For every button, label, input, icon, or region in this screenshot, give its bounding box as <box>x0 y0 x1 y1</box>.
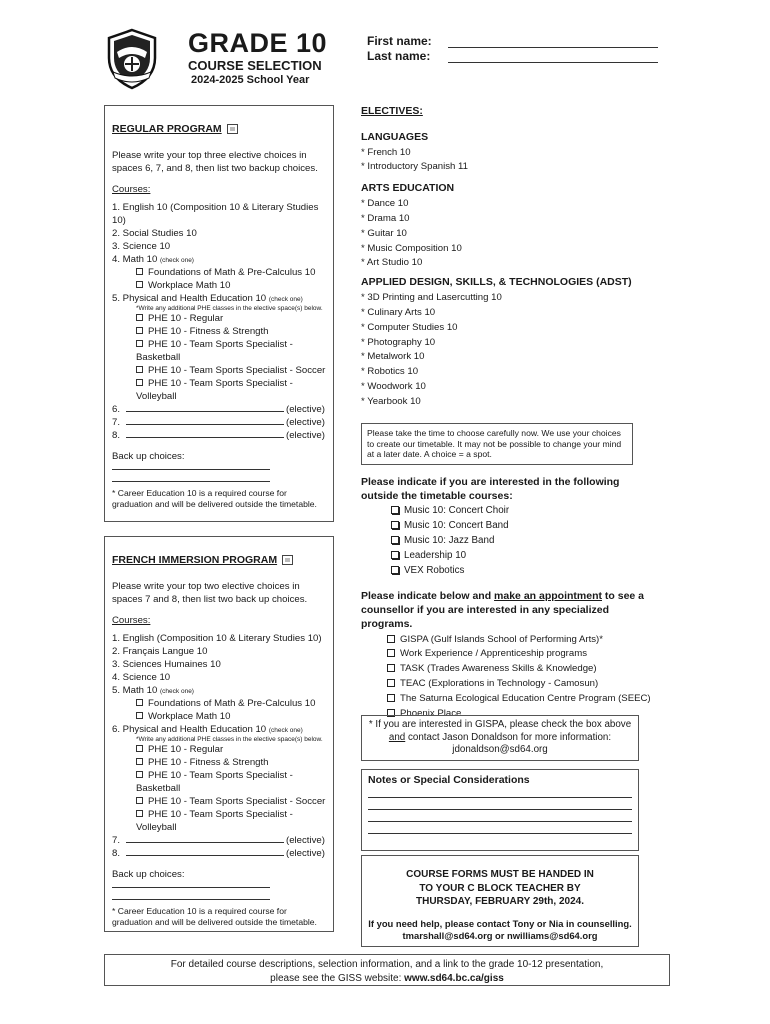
last-name-row <box>367 49 658 63</box>
checkbox-icon[interactable] <box>136 699 143 706</box>
outside-item[interactable]: Music 10: Jazz Band <box>391 534 626 549</box>
french-phe-option-3[interactable]: PHE 10 - Team Sports Specialist - Basketball <box>136 770 293 795</box>
specialized-item[interactable]: Work Experience / Apprenticeship programs <box>387 647 656 662</box>
french-course-1: 1. English (Composition 10 & Literary Studies 10) <box>112 632 322 644</box>
outside-item[interactable]: VEX Robotics <box>391 564 626 579</box>
electives-section <box>361 104 661 410</box>
regular-phe-option-4[interactable]: PHE 10 - Team Sports Specialist - Soccer <box>112 365 326 378</box>
languages-list <box>361 146 661 176</box>
adst-item: * Metalwork 10 <box>361 351 425 363</box>
arts-item: * Art Studio 10 <box>361 257 423 269</box>
checkbox-icon[interactable] <box>136 268 143 275</box>
outside-list <box>361 504 626 578</box>
specialized-item[interactable]: TASK (Trades Awareness Skills & Knowledge) <box>387 662 656 677</box>
regular-math-option-2[interactable]: Workplace Math 10 <box>112 280 326 293</box>
adst-item: * Woodwork 10 <box>361 381 426 393</box>
notes-line[interactable] <box>368 810 632 822</box>
french-backup-label: Back up choices: <box>112 868 185 880</box>
arts-item: * Music Composition 10 <box>361 242 462 254</box>
french-program-title: FRENCH IMMERSION PROGRAM <box>112 553 326 567</box>
checkbox-icon[interactable] <box>387 694 395 702</box>
gisspa-note: * If you are interested in GISPA, please check the box above and contact Jason Donaldson for more information: jdonaldson@sd64.org <box>361 715 639 761</box>
checkbox-icon[interactable] <box>136 797 143 804</box>
outside-item[interactable]: Music 10: Concert Band <box>391 519 626 534</box>
page-subtitle: COURSE SELECTION <box>188 58 322 73</box>
regular-elective-6[interactable]: 6. (elective) <box>112 403 325 415</box>
outside-item[interactable]: Leadership 10 <box>391 549 626 564</box>
regular-backup-label: Back up choices: <box>112 450 185 462</box>
checkbox-icon[interactable] <box>387 635 395 643</box>
outside-timetable-section <box>361 475 626 579</box>
regular-backup-line-1[interactable] <box>112 464 270 470</box>
french-course-6: 6. Physical and Health Education 10 (check one) <box>112 723 303 735</box>
checkbox-icon[interactable] <box>136 771 143 778</box>
french-course-3: 3. Sciences Humaines 10 <box>112 658 221 670</box>
adst-item: * Culinary Arts 10 <box>361 306 436 318</box>
adst-heading: APPLIED DESIGN, SKILLS, & TECHNOLOGIES (ADST) <box>361 276 632 289</box>
arts-heading: ARTS EDUCATION <box>361 182 455 195</box>
checkbox-icon[interactable] <box>136 758 143 765</box>
regular-program-checkbox[interactable] <box>227 124 238 134</box>
adst-item: * 3D Printing and Lasercutting 10 <box>361 292 502 304</box>
arts-item: * Guitar 10 <box>361 227 407 239</box>
notes-box[interactable] <box>361 769 639 851</box>
arts-item: * Dance 10 <box>361 197 409 209</box>
regular-courses-label: Courses: <box>112 184 151 196</box>
specialized-programs-section <box>361 589 656 722</box>
adst-list <box>361 291 661 410</box>
adst-item: * Yearbook 10 <box>361 396 421 408</box>
regular-intro: Please write your top three elective choices in spaces 6, 7, and 8, then list two backup choices. <box>112 150 318 175</box>
language-item: * French 10 <box>361 146 411 158</box>
checkbox-icon[interactable] <box>387 649 395 657</box>
checkbox-icon[interactable] <box>387 679 395 687</box>
french-program-checkbox[interactable] <box>282 555 293 565</box>
french-course-5: 5. Math 10 (check one) <box>112 684 194 696</box>
checkbox-icon[interactable] <box>136 314 143 321</box>
checkbox-icon[interactable] <box>391 521 399 529</box>
checkbox-icon[interactable] <box>136 281 143 288</box>
page-title: GRADE 10 <box>188 28 328 58</box>
electives-heading: ELECTIVES: <box>361 105 423 117</box>
regular-math-option-1[interactable]: Foundations of Math & Pre-Calculus 10 <box>112 267 326 280</box>
checkbox-icon[interactable] <box>136 712 143 719</box>
gisspa-email: jdonaldson@sd64.org <box>452 744 548 756</box>
checkbox-icon[interactable] <box>136 810 143 817</box>
french-course-2: 2. Français Langue 10 <box>112 645 208 657</box>
checkbox-icon[interactable] <box>391 506 399 514</box>
regular-backup-line-2[interactable] <box>112 476 270 482</box>
regular-program-title: REGULAR PROGRAM <box>112 122 326 136</box>
specialized-heading: Please indicate below and make an appointment to see a counsellor if you are interested in any specialized programs. <box>361 590 645 631</box>
regular-elective-8[interactable]: 8. (elective) <box>112 429 325 441</box>
first-name-row <box>367 34 658 48</box>
french-phe-option-2[interactable]: PHE 10 - Fitness & Strength <box>112 757 326 770</box>
french-math-option-1[interactable]: Foundations of Math & Pre-Calculus 10 <box>112 698 326 711</box>
checkbox-icon[interactable] <box>391 566 399 574</box>
counsellor-emails: tmarshall@sd64.org or nwilliams@sd64.org <box>402 930 598 942</box>
notes-line[interactable] <box>368 822 632 834</box>
languages-heading: LANGUAGES <box>361 130 429 143</box>
french-phe-option-4[interactable]: PHE 10 - Team Sports Specialist - Soccer <box>112 796 326 809</box>
checkbox-icon[interactable] <box>136 327 143 334</box>
regular-career-note: * Career Education 10 is a required course for graduation and will be delivered outside the timetable. <box>112 487 317 509</box>
checkbox-icon[interactable] <box>136 745 143 752</box>
specialized-item[interactable]: Phoenix Place <box>387 707 656 722</box>
french-intro: Please write your top two elective choices in spaces 7 and 8, then list two back up choices. <box>112 581 308 606</box>
school-crest-logo <box>103 28 161 90</box>
checkbox-icon[interactable] <box>387 664 395 672</box>
checkbox-icon[interactable] <box>136 379 143 386</box>
regular-course-4: 4. Math 10 (check one) <box>112 253 194 265</box>
website-link[interactable]: www.sd64.bc.ca/giss <box>404 972 504 984</box>
last-name-label: Last name: <box>367 49 431 63</box>
regular-course-2: 2. Social Studies 10 <box>112 227 197 239</box>
checkbox-icon[interactable] <box>391 536 399 544</box>
french-course-4: 4. Science 10 <box>112 671 171 683</box>
french-phe-option-1[interactable]: PHE 10 - Regular <box>112 744 326 757</box>
regular-elective-7[interactable]: 7. (elective) <box>112 416 325 428</box>
notes-line[interactable] <box>368 786 632 798</box>
french-phe-option-5[interactable]: PHE 10 - Team Sports Specialist - Volleyball <box>136 808 293 833</box>
timetable-note: Please take the time to choose carefully now. We use your choices to create our timetable. It may not be possible to change your mind at a later date. A choice = a spot. <box>361 423 633 465</box>
french-math-option-2[interactable]: Workplace Math 10 <box>112 711 326 724</box>
regular-phe-option-5[interactable]: PHE 10 - Team Sports Specialist - Volleyball <box>136 377 293 402</box>
notes-line[interactable] <box>368 798 632 810</box>
regular-program-box <box>104 105 334 522</box>
adst-item: * Computer Studies 10 <box>361 321 458 333</box>
school-year: 2024-2025 School Year <box>191 74 310 86</box>
help-text: If you need help, please contact Tony or Nia in counselling. <box>368 917 632 929</box>
language-item: * Introductory Spanish 11 <box>361 161 469 173</box>
last-name-field[interactable] <box>448 53 658 63</box>
first-name-field[interactable] <box>448 38 658 48</box>
notes-title: Notes or Special Considerations <box>368 774 530 786</box>
deadline-box: COURSE FORMS MUST BE HANDED IN TO YOUR C BLOCK TEACHER BY THURSDAY, FEBRUARY 29th, 2024. If you need help, please contact Tony or Nia in counselling. tmarshall@sd64.org or nwilliams@sd64.org <box>361 855 639 947</box>
french-phe-note: *Write any additional PHE classes in the elective space(s) below. <box>136 736 323 744</box>
regular-phe-note: *Write any additional PHE classes in the elective space(s) below. <box>136 305 323 313</box>
specialized-item[interactable]: GISPA (Gulf Islands School of Performing Arts)* <box>387 633 656 648</box>
adst-item: * Photography 10 <box>361 336 436 348</box>
french-elective-8[interactable]: 8. (elective) <box>112 847 325 859</box>
french-elective-7[interactable]: 7. (elective) <box>112 834 325 846</box>
first-name-label: First name: <box>367 34 432 48</box>
french-backup-line-1[interactable] <box>112 882 270 888</box>
regular-phe-option-3[interactable]: PHE 10 - Team Sports Specialist - Basketball <box>136 339 293 364</box>
outside-item[interactable]: Music 10: Concert Choir <box>391 504 626 519</box>
checkbox-icon[interactable] <box>391 551 399 559</box>
french-backup-line-2[interactable] <box>112 894 270 900</box>
adst-item: * Robotics 10 <box>361 366 419 378</box>
outside-heading: Please indicate if you are interested in the following outside the timetable courses: <box>361 476 620 503</box>
french-courses-label: Courses: <box>112 615 151 627</box>
checkbox-icon[interactable] <box>136 366 143 373</box>
regular-course-3: 3. Science 10 <box>112 240 171 252</box>
regular-phe-option-2[interactable]: PHE 10 - Fitness & Strength <box>112 326 326 339</box>
specialized-item[interactable]: The Saturna Ecological Education Centre Program (SEEC) <box>387 692 656 707</box>
specialized-item[interactable]: TEAC (Explorations in Technology - Camosun) <box>387 677 656 692</box>
arts-list <box>361 197 661 271</box>
regular-course-1: 1. English 10 (Composition 10 & Literary Studies 10) <box>112 201 319 226</box>
regular-course-5: 5. Physical and Health Education 10 (check one) <box>112 292 303 304</box>
footer: For detailed course descriptions, selection information, and a link to the grade 10-12 presentation, please see the GISS website: www.sd64.bc.ca/giss <box>104 954 670 986</box>
french-career-note: * Career Education 10 is a required course for graduation and will be delivered outside the timetable. <box>112 905 317 927</box>
french-immersion-box <box>104 536 334 932</box>
regular-phe-option-1[interactable]: PHE 10 - Regular <box>112 313 326 326</box>
arts-item: * Drama 10 <box>361 212 410 224</box>
specialized-list <box>361 633 656 722</box>
checkbox-icon[interactable] <box>136 340 143 347</box>
